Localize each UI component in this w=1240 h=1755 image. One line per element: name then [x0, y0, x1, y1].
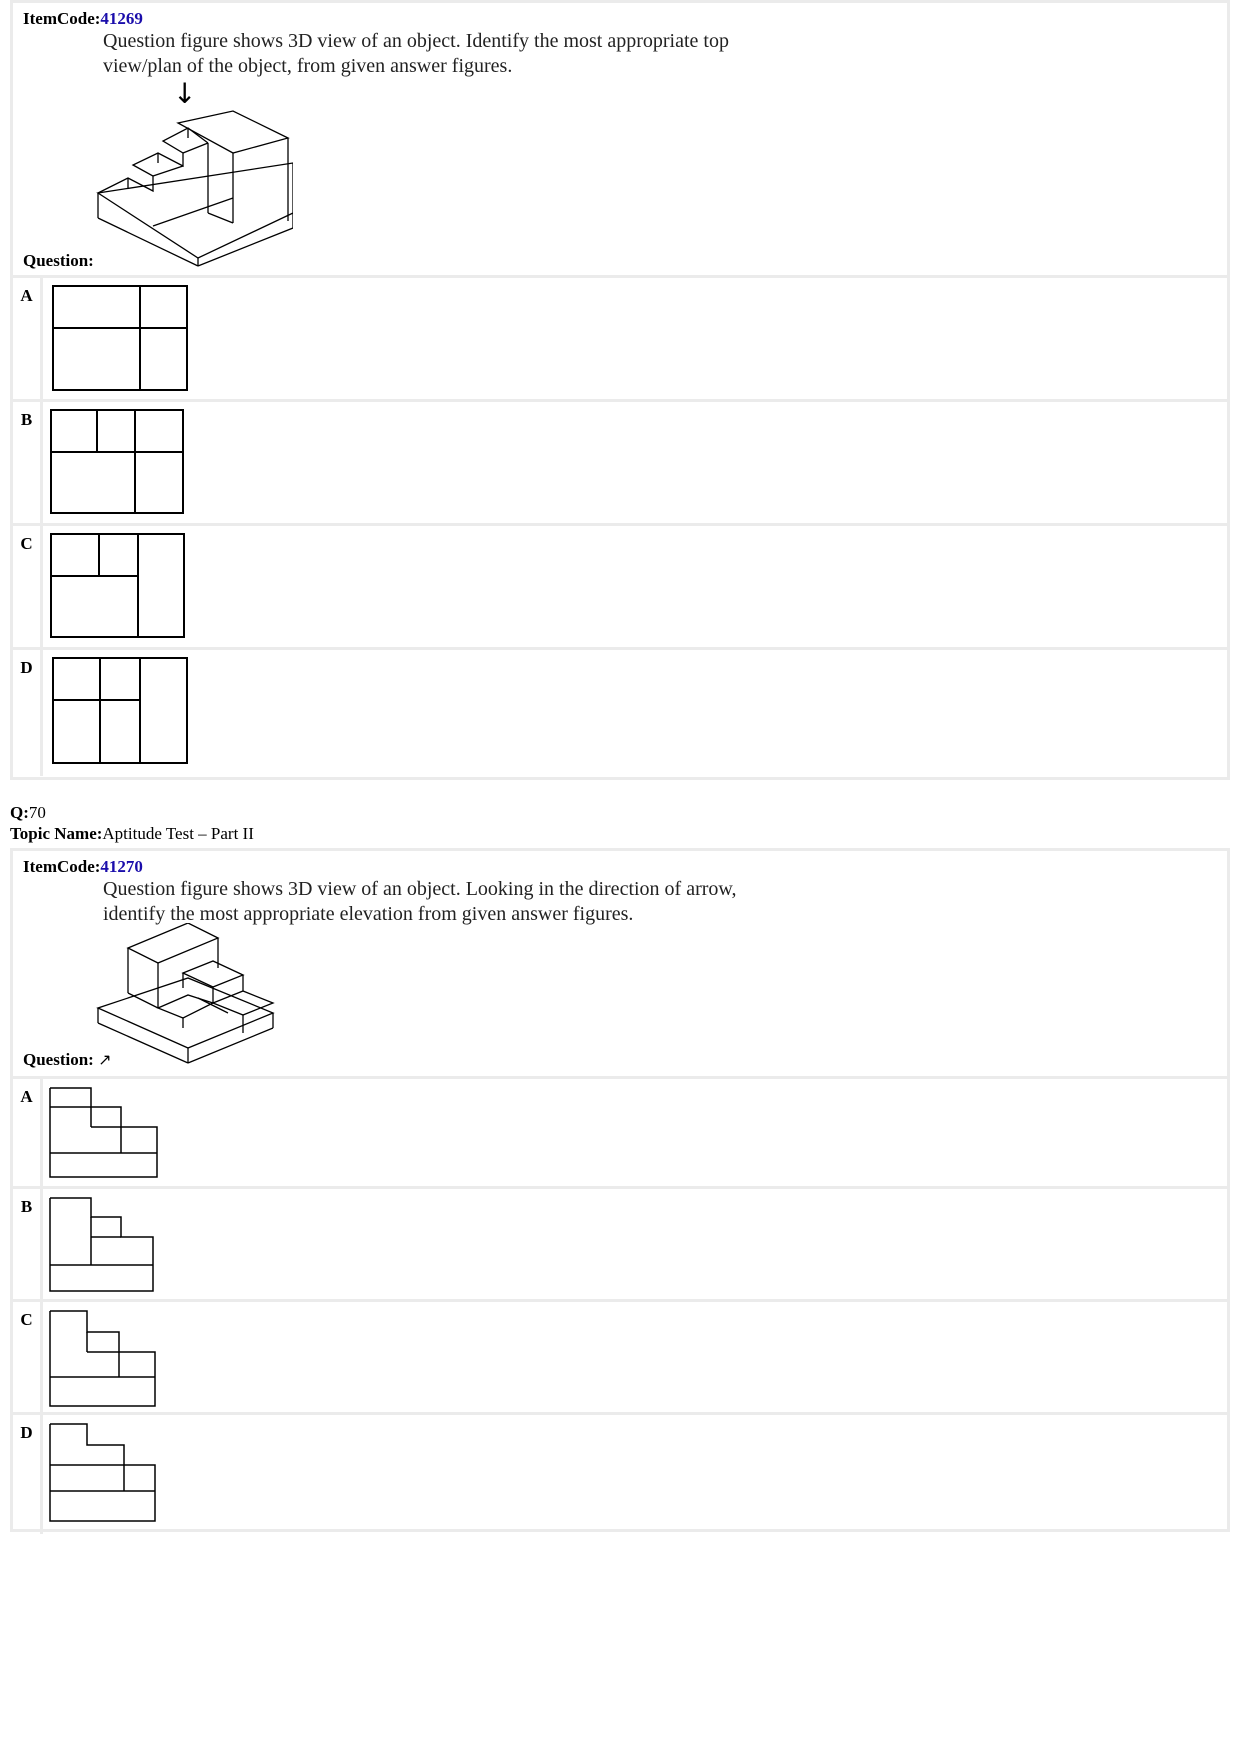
option-c-figure [49, 532, 189, 642]
option-a[interactable] [13, 278, 1227, 402]
question-text-line: Question figure shows 3D view of an object. Identify the most appropriate top [103, 30, 729, 52]
option-label: C [13, 1302, 43, 1412]
option-c[interactable] [13, 526, 1227, 650]
question-number [10, 803, 46, 823]
option-label: B [13, 402, 43, 523]
question-cell [13, 3, 1227, 278]
option-d[interactable] [13, 1415, 1227, 1534]
option-a-figure [51, 284, 191, 394]
question-text-line: view/plan of the object, from given answer figures. [103, 55, 513, 77]
option-label: C [13, 526, 43, 647]
option-label: A [13, 1079, 43, 1186]
item-code [23, 9, 143, 29]
option-d-figure [51, 656, 191, 768]
item-code-value[interactable]: 41270 [100, 857, 143, 876]
question-text-line: identify the most appropriate elevation from given answer figures. [103, 903, 634, 925]
option-d-figure [49, 1423, 164, 1528]
down-arrow-icon: ↓ [173, 77, 197, 110]
item-code [23, 857, 143, 877]
item-code-value[interactable]: 41269 [100, 9, 143, 28]
question-figure-3d [93, 923, 283, 1073]
option-c-figure [49, 1310, 164, 1410]
option-b-figure [49, 1197, 164, 1297]
question-number-label: Q: [10, 803, 29, 822]
option-label: A [13, 278, 43, 399]
question-block-41269 [10, 0, 1230, 780]
option-a-figure [49, 1087, 164, 1187]
question-text [103, 877, 737, 927]
option-label: B [13, 1189, 43, 1299]
topic-name [10, 824, 254, 844]
question-label-text: Question: [23, 1050, 94, 1069]
question-block-41270 [10, 848, 1230, 1532]
topic-name-label: Topic Name: [10, 824, 103, 843]
option-b[interactable] [13, 402, 1227, 526]
item-code-label: ItemCode: [23, 9, 101, 28]
direction-arrow-icon: ↗ [98, 1050, 112, 1069]
question-label: Question: [23, 251, 94, 270]
question-figure-3d [93, 103, 293, 273]
option-b-figure [49, 408, 189, 518]
option-a[interactable] [13, 1079, 1227, 1189]
option-label: D [13, 650, 43, 776]
question-text [103, 29, 729, 79]
question-cell [13, 851, 1227, 1079]
option-d[interactable] [13, 650, 1227, 776]
topic-name-value: Aptitude Test – Part II [102, 824, 254, 843]
option-c[interactable] [13, 1302, 1227, 1415]
question-text-line: Question figure shows 3D view of an object. Looking in the direction of arrow, [103, 878, 737, 900]
question-number-value: 70 [28, 803, 46, 822]
option-label: D [13, 1415, 43, 1534]
item-code-label: ItemCode: [23, 857, 101, 876]
question-label [23, 1050, 112, 1070]
option-b[interactable] [13, 1189, 1227, 1302]
